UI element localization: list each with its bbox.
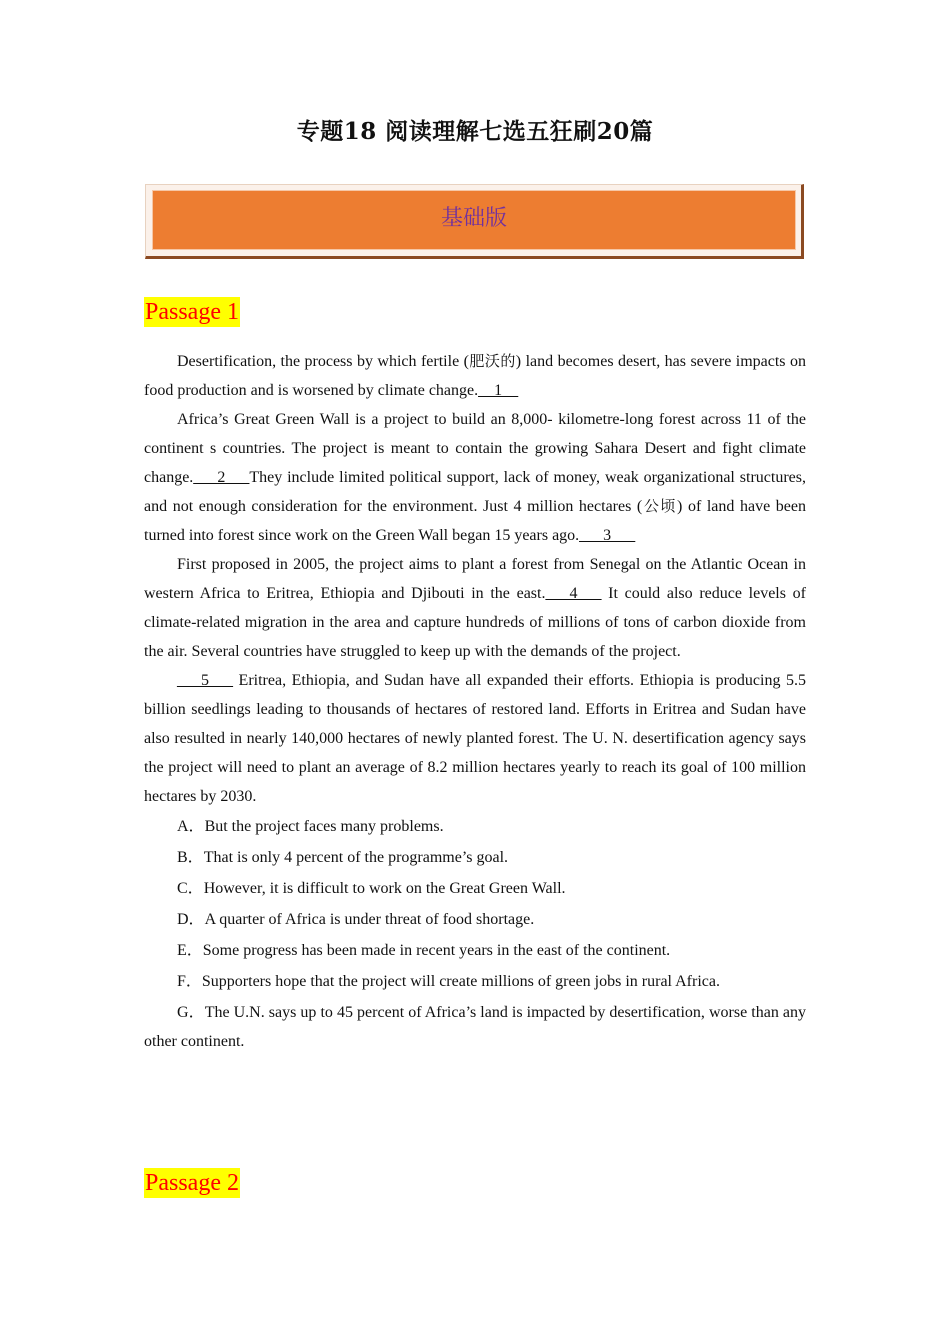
paragraph-1 (144, 347, 806, 405)
level-banner-fill (152, 190, 796, 250)
passage-2-heading: Passage 2 (145, 1170, 239, 1196)
option-d-text: A quarter of Africa is under threat of food shortage. (204, 911, 535, 928)
option-c (144, 873, 806, 904)
passage-1-heading: Passage 1 (145, 299, 239, 325)
blank-3: ___3___ (579, 527, 636, 544)
option-b (144, 842, 806, 873)
option-d (144, 904, 806, 935)
page-title: 专题18 阅读理解七选五狂刷20篇 (296, 118, 654, 145)
option-c-letter: C． (177, 880, 204, 897)
option-g-letter: G． (177, 1004, 205, 1021)
paragraph-2 (144, 405, 806, 550)
option-a-letter: A． (177, 818, 205, 835)
paragraph-2-text-c: ) of land have been turned into forest since work on the Green Wall began 15 years ago. (144, 498, 806, 544)
blank-5: ___5___ (177, 672, 233, 689)
option-g (144, 998, 806, 1056)
paragraph-4-text: Eritrea, Ethiopia, and Sudan have all expanded their efforts. Ethiopia is producing 5.5 billion seedlings leading to thousands of hectares of restored land. Efforts in Eritrea and Sudan have also resulted in nearly 140,000 hectares of newly planted forest. The U. N. desertification agency says the project will need to plant an average of 8.2 million hectares yearly to reach its goal of 100 million hectares by 2030. (144, 672, 806, 805)
paragraph-4 (144, 666, 806, 811)
paragraph-3-text-a: First proposed in 2005, the project aims to plant a forest from Senegal on the Atlantic Ocean in western Africa to Eritrea, Ethiopia and Djibouti in the east. (144, 556, 806, 602)
option-b-letter: B． (177, 849, 204, 866)
level-banner (145, 184, 804, 259)
option-e-letter: E． (177, 942, 203, 959)
paragraph-2-text-a: Africa’s Great Green Wall is a project to build an 8,000- kilometre-long forest across 11 of the continent s countries. The project is meant to contain the growing Sahara Desert and fight climate change. (144, 411, 806, 486)
blank-4: ___4___ (545, 585, 602, 602)
paragraph-1-gloss: 肥沃的 (468, 352, 516, 370)
option-e (144, 935, 806, 966)
option-a-text: But the project faces many problems. (204, 818, 444, 835)
option-e-text: Some progress has been made in recent years in the east of the continent. (202, 942, 671, 959)
passage-1-body (144, 347, 806, 1056)
option-a (144, 811, 806, 842)
option-d-letter: D． (177, 911, 205, 928)
paragraph-2-gloss: 公顷 (642, 497, 678, 515)
paragraph-1-text-b: ) land becomes desert, has severe impacts on food production and is worsened by climate change. (144, 353, 806, 399)
option-b-text: That is only 4 percent of the programme’s goal. (203, 849, 509, 866)
option-f-text: Supporters hope that the project will create millions of green jobs in rural Africa. (201, 973, 720, 990)
answer-options (144, 811, 806, 1056)
paragraph-3 (144, 550, 806, 666)
option-f-letter: F． (177, 973, 202, 990)
level-banner-label: 基础版 (440, 206, 507, 231)
blank-1: __1__ (478, 382, 519, 399)
paragraph-3-text-b: It could also reduce levels of climate-related migration in the area and capture hundreds of millions of tons of carbon dioxide from the air. Several countries have struggled to keep up with the demands of the project. (144, 585, 807, 660)
blank-2: ___2___ (193, 469, 250, 486)
option-c-text: However, it is difficult to work on the Great Green Wall. (203, 880, 566, 897)
option-f (144, 966, 806, 997)
paragraph-1-text-a: Desertification, the process by which fertile ( (177, 353, 469, 370)
option-g-text: The U.N. says up to 45 percent of Africa’s land is impacted by desertification, worse than any other continent. (144, 1004, 806, 1050)
paragraph-2-text-b: They include limited political support, lack of money, weak organizational structures, and not enough consideration for the environment. Just 4 million hectares ( (144, 469, 806, 515)
